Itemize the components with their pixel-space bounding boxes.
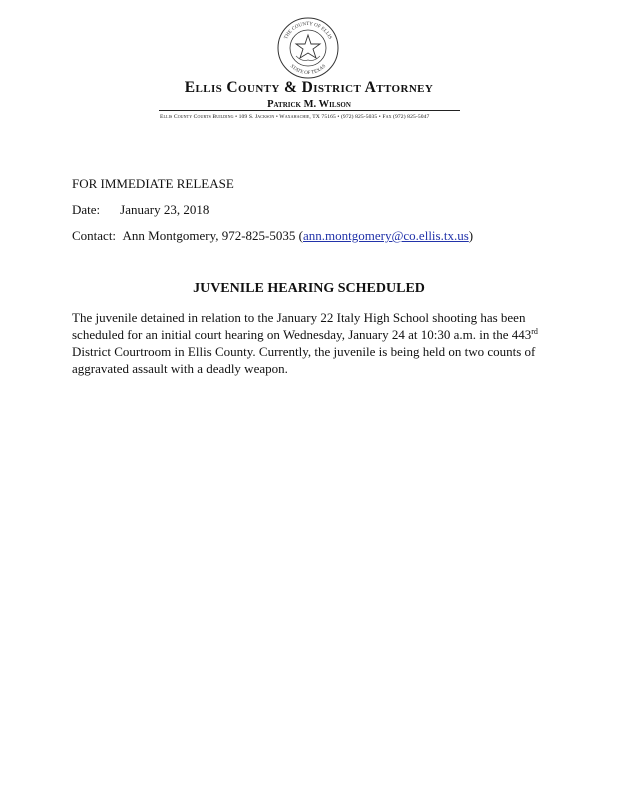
contact-name-phone: Ann Montgomery, 972-825-5035 (122, 228, 296, 243)
body-line-3: District Courtroom in Ellis County. Currently, the juvenile is being held on two counts of (72, 344, 536, 359)
ordinal-suffix: rd (531, 327, 538, 336)
county-seal-logo (276, 16, 340, 80)
date-label: Date: (72, 202, 101, 217)
letterhead-divider (159, 110, 460, 111)
contact-label: Contact: (72, 228, 117, 243)
letterhead-organization: Ellis County & District Attorney (184, 79, 434, 96)
body-line-1: The juvenile detained in relation to the January 22 Italy High School shooting has been (72, 310, 526, 325)
svg-text:THE COUNTY OF ELLIS: THE COUNTY OF ELLIS (283, 21, 333, 41)
svg-text:STATE OF TEXAS: STATE OF TEXAS (288, 64, 328, 77)
letterhead-district-attorney: Patrick M. Wilson (267, 99, 351, 110)
body-line-2-text: scheduled for an initial court hearing on Wednesday, January 24 at 10:30 a.m. in the 443 (72, 327, 532, 342)
release-date-line (72, 202, 209, 218)
release-label: FOR IMMEDIATE RELEASE (72, 176, 234, 191)
body-paragraph (72, 309, 548, 377)
headline: JUVENILE HEARING SCHEDULED (193, 281, 425, 296)
contact-email-link[interactable]: ann.montgomery@co.ellis.tx.us (302, 228, 469, 243)
release-contact-line: Contact: Ann Montgomery, 972-825-5035 (ann.montgomery@co.ellis.tx.us) (72, 228, 474, 243)
body-line-4: aggravated assault with a deadly weapon. (72, 361, 288, 376)
body-line-2 (72, 326, 548, 343)
date-value: January 23, 2018 (120, 202, 210, 217)
letterhead-address: Ellis County Courts Building • 109 S. Jackson • Waxahachie, TX 75165 • (972) 825-5035 • Fax (972) 825-5047 (160, 114, 430, 120)
